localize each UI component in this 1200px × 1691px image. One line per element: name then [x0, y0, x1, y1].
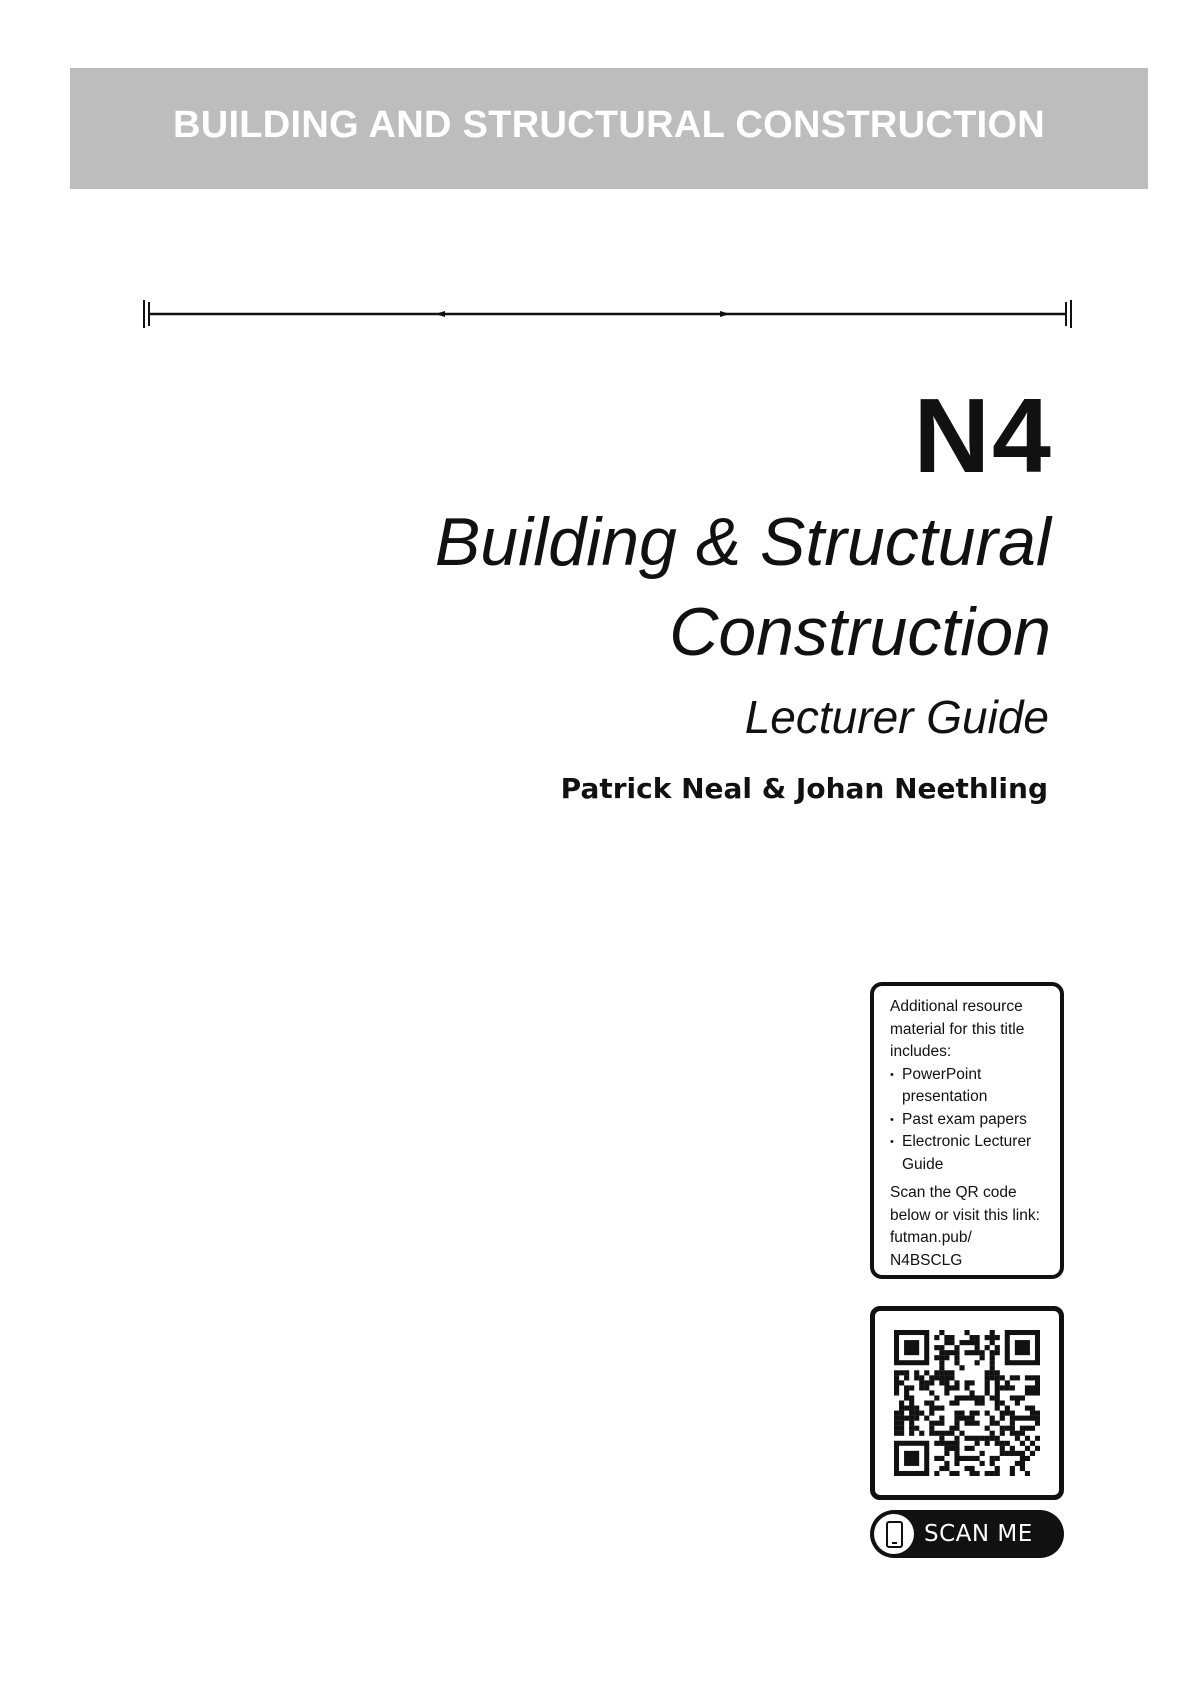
phone-icon-circle [874, 1514, 914, 1554]
scan-me-badge [870, 1510, 1064, 1558]
header-banner [70, 68, 1148, 189]
resource-item: • Electronic Lecturer Guide [890, 1131, 1048, 1176]
phone-icon [886, 1521, 903, 1548]
resources-list [890, 1064, 1048, 1177]
qr-code-icon [894, 1330, 1040, 1476]
authors: Patrick Neal & Johan Neethling [560, 772, 1048, 805]
resource-item: • PowerPoint presentation [890, 1064, 1048, 1109]
banner-title: BUILDING AND STRUCTURAL CONSTRUCTION [172, 104, 1046, 146]
book-title-line-1: Building & Structural [434, 504, 1051, 580]
resources-link-text: Scan the QR code below or visit this link: futman.pub/ N4BSCLG [890, 1184, 1040, 1269]
dimension-line-graphic [140, 296, 1075, 332]
resources-intro: Additional resource material for this title includes: [890, 998, 1025, 1060]
level-heading: N4 [913, 377, 1053, 495]
qr-code-frame[interactable] [870, 1306, 1064, 1500]
resource-item: • Past exam papers [890, 1109, 1048, 1132]
additional-resources-box [870, 982, 1064, 1279]
book-title-line-2: Construction [669, 594, 1051, 670]
book-subtitle: Lecturer Guide [744, 691, 1049, 743]
scan-me-label: SCAN ME [924, 1521, 1033, 1547]
